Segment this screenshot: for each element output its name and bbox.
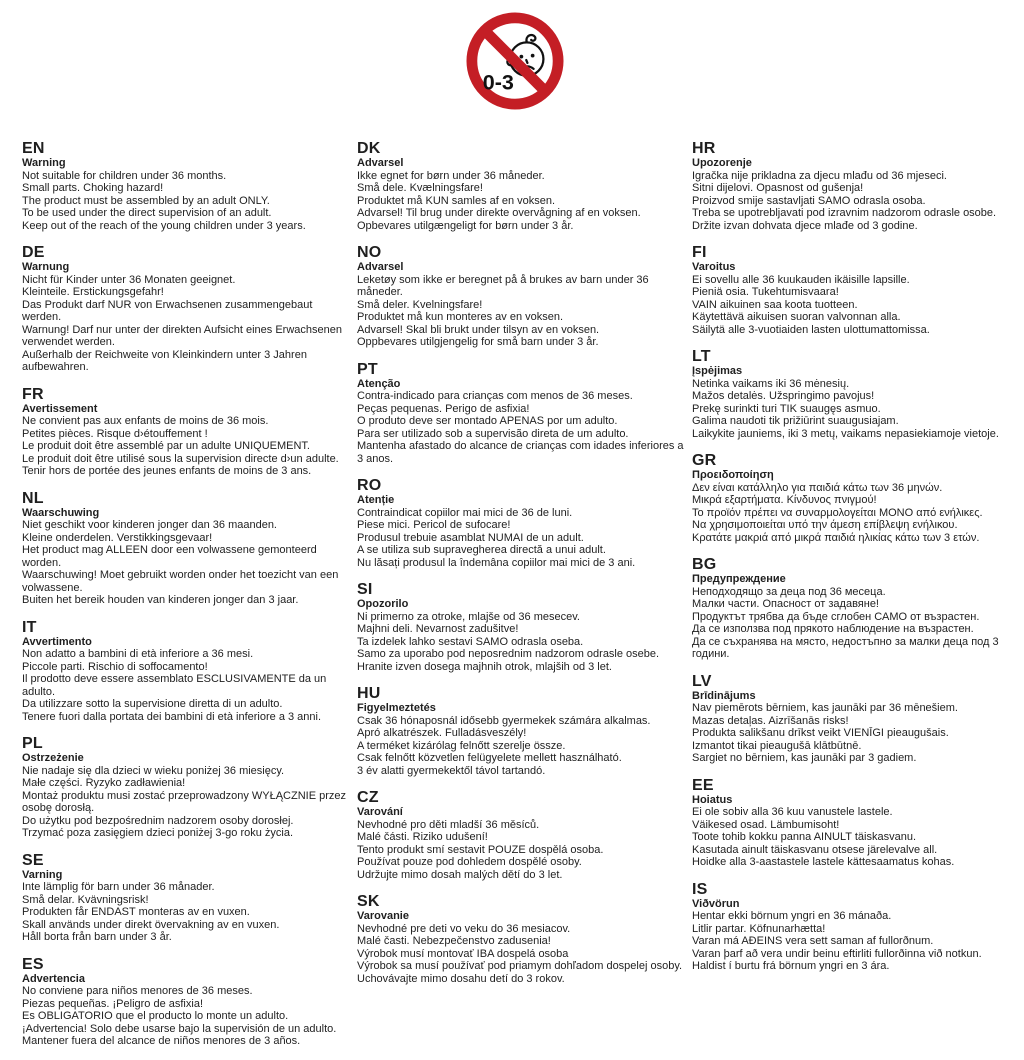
warning-line: Produktet må kun monteres av en voksen. [357,311,564,323]
warning-title: Figyelmeztetés [357,702,436,714]
warning-line: Mažos detalės. Užspringimo pavojus! [692,390,875,402]
language-section-de [22,244,354,374]
warning-title: Advarsel [357,261,404,273]
warning-line: Säilytä alle 3-vuotiaiden lasten ulottumattomissa. [692,323,930,336]
warning-line: Majhni deli. Nevarnost zadušitve! [357,623,519,635]
language-code: PT [357,360,378,378]
warning-line: Skall används under direkt övervakning av en vuxen. [22,918,280,931]
language-code: NO [357,244,382,261]
warning-line: Håll borta från barn under 3 år. [22,931,172,943]
warning-line: Oppbevares utilgjengelig for små barn under 3 år. [357,336,599,348]
warning-line: Kleinteile. Erstickungsgefahr! [22,286,164,298]
warning-line: No conviene para niños menores de 36 meses. [22,985,253,997]
warning-line: Opbevares utilgængeligt for børn under 3 år. [357,219,574,232]
warning-line: Das Produkt darf NUR von Erwachsenen zusammengebaut werden. [22,298,313,323]
warning-column-left [22,140,354,1060]
language-section-hr [692,140,1024,232]
warning-line: Non adatto a bambini di età inferiore a 36 mesi. [22,648,254,660]
warning-line: Litlir partar. Köfnunarhætta! [692,922,826,935]
language-code: SI [357,581,373,598]
warning-line: To be used under the direct supervision of an adult. [22,207,272,219]
warning-line: Kasutada ainult täiskasvanu otsese järelevalve all. [692,843,938,856]
warning-line: Csak felnőtt közvetlen felügyelete mellett használható. [357,752,622,764]
warning-line: Μικρά εξαρτήματα. Κίνδυνος πνιγμού! [692,494,877,506]
warning-line: Keep out of the reach of the young children under 3 years. [22,219,306,232]
language-code: IS [692,880,708,898]
warning-line: Ta izdelek lahko sestavi SAMO odrasla oseba. [357,635,584,648]
language-section-ee [692,777,1024,869]
warning-line: A terméket kizárólag felnőtt szerelje össze. [357,739,566,752]
warning-title: Waarschuwing [22,506,100,519]
language-code: EE [692,776,714,794]
warning-title: Warning [22,157,66,169]
warning-line: Apró alkatrészek. Fulladásveszély! [357,727,527,739]
warning-line: O produto deve ser montado APENAS por um adulto. [357,415,618,427]
warning-title: Atenție [357,494,395,506]
warning-line: Små deler. Kvelningsfare! [357,298,483,311]
language-code: DE [22,244,45,261]
warning-line: Leketøy som ikke er beregnet på å brukes av barn under 36 måneder. [357,273,649,298]
warning-line: Produkta salikšanu drīkst veikt VIENĪGI pieaugušais. [692,727,949,739]
warning-line: Außerhalb der Reichweite von Kleinkindern unter 3 Jahren aufbewahren. [22,348,307,373]
warning-line: Malé části. Riziko udušení! [357,831,488,843]
language-code: FR [22,385,44,403]
warning-line: Produsul trebuie asamblat NUMAI de un adult. [357,531,584,544]
warning-line: Продуктът трябва да бъде сглобен САМО от възрастен. [692,610,980,623]
warning-line: Contra-indicado para crianças com menos de 36 meses. [357,390,633,402]
warning-line: Pieniä osia. Tukehtumisvaara! [692,286,839,298]
warning-line: Piccole parti. Rischio di soffocamento! [22,660,208,673]
age-0-3-prohibition-icon [466,12,564,110]
language-section-lv [692,673,1024,765]
warning-line: Igračka nije prikladna za djecu mlađu od 36 mjeseci. [692,169,947,182]
warning-title: Ostrzeżenie [22,752,84,764]
language-section-pl [22,735,354,840]
language-section-es [22,956,354,1048]
warning-line: Hentar ekki börnum yngri en 36 mánaða. [692,910,892,922]
language-code: SK [357,893,380,910]
warning-line: Le produit doit être utilisé sous la supervision directe d›un adulte. [22,452,339,465]
warning-line: Piezas pequeñas. ¡Peligro de asfixia! [22,997,203,1010]
warning-line: Να χρησιμοποιείται υπό την άμεση επίβλεψη ενήλικου. [692,519,958,531]
language-code: LV [692,672,712,690]
language-section-se [22,852,354,944]
warning-line: 3 év alatti gyermekektől távol tartandó. [357,764,546,777]
language-section-sk [357,893,689,985]
warning-line: Výrobok musí montovať IBA dospelá osoba [357,947,569,960]
warning-line: Nav piemērots bērniem, kas jaunāki par 36 mēnešiem. [692,702,958,714]
warning-line: Nevhodné pro děti mladší 36 měsíců. [357,818,540,831]
language-section-it [22,619,354,724]
warning-line: Da utilizzare sotto la supervisione diretta di un adulto. [22,698,283,710]
warning-line: VAIN aikuinen saa koota tuotteen. [692,298,858,311]
warning-line: Małe części. Ryzyko zadławienia! [22,777,186,789]
warning-line: Csak 36 hónaposnál idősebb gyermekek számára alkalmas. [357,714,651,727]
language-section-dk [357,140,689,232]
warning-line: Toote tohib kokku panna AINULT täiskasvanu. [692,831,917,843]
warning-line: Tento produkt smí sestavit POUZE dospělá osoba. [357,843,604,856]
language-section-pt [357,361,689,466]
warning-line: Hoidke alla 3-aastastele lastele kättesaamatus kohas. [692,856,955,868]
language-code: LT [692,348,711,365]
warning-line: Små delar. Kvävningsrisk! [22,893,149,906]
warning-line: Κρατάτε μακριά από μικρά παιδιά ηλικίας κάτω των 3 ετών. [692,531,980,544]
warning-line: Ne convient pas aux enfants de moins de 36 mois. [22,415,269,427]
language-section-bg [692,556,1024,661]
warning-line: Advarsel! Til brug under direkte overvågning af en voksen. [357,207,641,219]
language-section-is [692,881,1024,973]
warning-line: Väikesed osad. Lämbumisoht! [692,818,840,831]
warning-title: Предупреждение [692,573,786,585]
prohibition-sign-graphic [466,12,564,110]
warning-line: ¡Advertencia! Solo debe usarse bajo la supervisión de un adulto. [22,1022,337,1035]
warning-line: Δεν είναι κατάλληλο για παιδιά κάτω των 36 μηνών. [692,481,943,494]
language-section-gr [692,452,1024,544]
warning-line: Le produit doit être assemblé par un adulte UNIQUEMENT. [22,440,310,452]
warning-title: Προειδοποίηση [692,469,774,481]
warning-line: Contraindicat copiilor mai mici de 36 de luni. [357,506,573,519]
warning-line: Nu lăsați produsul la îndemâna copiilor mai mici de 3 ani. [357,556,636,569]
warning-title: Opozorilo [357,598,409,610]
warning-title: Advertencia [22,972,85,985]
warning-line: Laikykite jauniems, iki 3 metų, vaikams nepasiekiamoje vietoje. [692,427,999,440]
language-code: RO [357,477,382,494]
language-section-en [22,140,354,232]
warning-line: Varan þarf að vera undir beinu eftirliti fullorðinna við notkun. [692,947,982,960]
warning-column-middle [357,140,689,997]
language-code: ES [22,955,44,973]
age-range-label: 0-3 [482,69,514,95]
warning-line: Nevhodné pre deti vo veku do 36 mesiacov. [357,922,571,935]
warning-line: Niet geschikt voor kinderen jonger dan 36 maanden. [22,519,277,531]
warning-line: Tenir hors de portée des jeunes enfants de moins de 3 ans. [22,465,312,477]
warning-line: Uchovávajte mimo dosahu detí do 3 rokov. [357,972,565,985]
warning-line: Treba se upotrebljavati pod izravnim nadzorom odrasle osobe. [692,207,997,219]
language-code: HU [357,685,381,702]
language-code: NL [22,489,44,507]
warning-line: Waarschuwing! Moet gebruikt worden onder het toezicht van een volwassene. [22,569,339,594]
warning-line: Inte lämplig för barn under 36 månader. [22,881,215,893]
language-section-si [357,581,689,673]
warning-line: Ni primerno za otroke, mlajše od 36 mesecev. [357,610,580,623]
warning-line: Es OBLIGATORIO que el producto lo monte un adulto. [22,1010,289,1022]
language-code: EN [22,140,45,157]
warning-line: Малки части. Опасност от задавяне! [692,598,879,610]
warning-line: Výrobok sa musí používať pod priamym dohľadom dospelej osoby. [357,960,683,972]
warning-line: Да се използва под прякото наблюдение на възрастен. [692,623,974,635]
warning-line: A se utiliza sub supravegherea directă a unui adult. [357,544,606,556]
language-code: HR [692,140,716,157]
warning-column-right [692,140,1024,985]
warning-line: Proizvod smije sastavljati SAMO odrasla osoba. [692,194,926,207]
warning-title: Upozorenje [692,157,752,169]
warning-line: Samo za uporabo pod neposrednim nadzorom odrasle osebe. [357,648,660,660]
warning-line: Små dele. Kvælningsfare! [357,182,483,194]
warning-line: Udržujte mimo dosah malých dětí do 3 let. [357,868,563,881]
warning-line: Buiten het bereik houden van kinderen jonger dan 3 jaar. [22,594,299,606]
warning-line: Montaż produktu musi zostać przeprowadzony WYŁĄCZNIE przez osobę dorosłą. [22,789,347,814]
language-section-ro [357,477,689,569]
warning-line: Netinka vaikams iki 36 mėnesių. [692,377,850,390]
warning-line: Varan má AÐEINS vera sett saman af fullorðnum. [692,935,934,947]
warning-line: Produktet må KUN samles af en voksen. [357,194,556,207]
warning-line: Nicht für Kinder unter 36 Monaten geeignet. [22,273,236,286]
warning-line: Kleine onderdelen. Verstikkingsgevaar! [22,531,213,544]
warning-title: Avertissement [22,402,98,415]
warning-line: Mantener fuera del alcance de niños menores de 3 años. [22,1035,301,1047]
warning-line: Do użytku pod bezpośrednim nadzorem osoby dorosłej. [22,814,294,827]
language-section-hu [357,685,689,777]
warning-line: Käytettävä aikuisen suoran valvonnan alla. [692,311,901,323]
language-section-fr [22,386,354,478]
warning-title: Varning [22,868,63,881]
warning-line: Il prodotto deve essere assemblato ESCLUSIVAMENTE da un adulto. [22,673,327,698]
warning-title: Varoitus [692,261,736,273]
language-code: SE [22,851,44,869]
warning-line: Advarsel! Skal bli brukt under tilsyn av en voksen. [357,323,600,336]
warning-line: Неподходящо за деца под 36 месеца. [692,585,886,598]
warning-line: Izmantot tikai pieaugušā klātbūtnē. [692,739,862,752]
warning-line: Haldist í burtu frá börnum yngri en 3 ára. [692,960,890,972]
warning-line: Trzymać poza zasięgiem dzieci poniżej 3-go roku życia. [22,827,294,839]
warning-line: Το προϊόν πρέπει να συναρμολογείται ΜΟΝΟ από ενήλικες. [692,506,983,519]
warning-line: Držite izvan dohvata djece mlađe od 3 godine. [692,219,918,232]
warning-line: Sitni dijelovi. Opasnost od gušenja! [692,182,864,194]
warning-title: Avvertimento [22,635,92,648]
warning-line: Para ser utilizado sob a supervisão direta de um adulto. [357,427,629,440]
warning-title: Advarsel [357,157,404,169]
warning-title: Viðvörun [692,897,740,910]
warning-line: Tenere fuori dalla portata dei bambini di età inferiore a 3 anni. [22,710,322,723]
baby-eyes [520,54,535,59]
warning-line: Piese mici. Pericol de sufocare! [357,519,511,531]
warning-line: Ei sovellu alle 36 kuukauden ikäisille lapsille. [692,273,910,286]
warning-line: Not suitable for children under 36 months. [22,169,227,182]
warning-title: Brīdinājums [692,689,756,702]
language-section-cz [357,789,689,881]
warning-title: Varovanie [357,910,409,922]
warning-line: Galima naudoti tik prižiūrint suaugusiajam. [692,415,899,427]
warning-line: Het product mag ALLEEN door een volwassene gemonteerd worden. [22,544,317,569]
warning-line: The product must be assembled by an adult ONLY. [22,194,270,207]
warning-line: Warnung! Darf nur unter der direkten Aufsicht eines Erwachsenen verwendet werden. [22,323,342,348]
warning-line: Hranite izven dosega majhnih otrok, mlajših od 3 let. [357,660,612,673]
warning-title: Warnung [22,261,70,273]
language-section-no [357,244,689,349]
warning-line: Prekę surinkti turi TIK suaugęs asmuo. [692,402,881,415]
language-code: CZ [357,789,379,806]
warning-line: Produkten får ENDAST monteras av en vuxen. [22,906,250,918]
warning-line: Mantenha afastado do alcance de crianças com idades inferiores a 3 anos. [357,440,684,465]
warning-title: Hoiatus [692,793,733,806]
language-section-fi [692,244,1024,336]
warning-line: Ikke egnet for børn under 36 måneder. [357,169,545,182]
warning-line: Malé časti. Nebezpečenstvo zadusenia! [357,935,551,947]
language-code: BG [692,556,717,573]
warning-line: Ei ole sobiv alla 36 kuu vanustele lastele. [692,806,893,818]
warning-line: Používat pouze pod dohledem dospělé osoby. [357,856,582,868]
warning-title: Atenção [357,377,401,390]
warning-title: Varování [357,806,403,818]
warning-line: Nie nadaje się dla dzieci w wieku poniżej 36 miesięcy. [22,764,285,777]
language-section-lt [692,348,1024,440]
language-code: IT [22,618,37,636]
warning-line: Mazas detaļas. Aizrīšanās risks! [692,714,849,727]
language-section-nl [22,490,354,607]
warning-line: Да се съхранява на място, недостъпно за малки деца под 3 години. [692,635,999,660]
language-code: FI [692,244,707,261]
warning-line: Sargiet no bērniem, kas jaunāki par 3 gadiem. [692,752,917,764]
warning-line: Small parts. Choking hazard! [22,182,164,194]
warning-title: Įspėjimas [692,365,743,377]
warning-line: Petites pièces. Risque d›étouffement ! [22,427,208,440]
warning-line: Peças pequenas. Perigo de asfixia! [357,402,530,415]
language-code: DK [357,140,381,157]
language-code: PL [22,735,43,752]
language-code: GR [692,452,717,469]
